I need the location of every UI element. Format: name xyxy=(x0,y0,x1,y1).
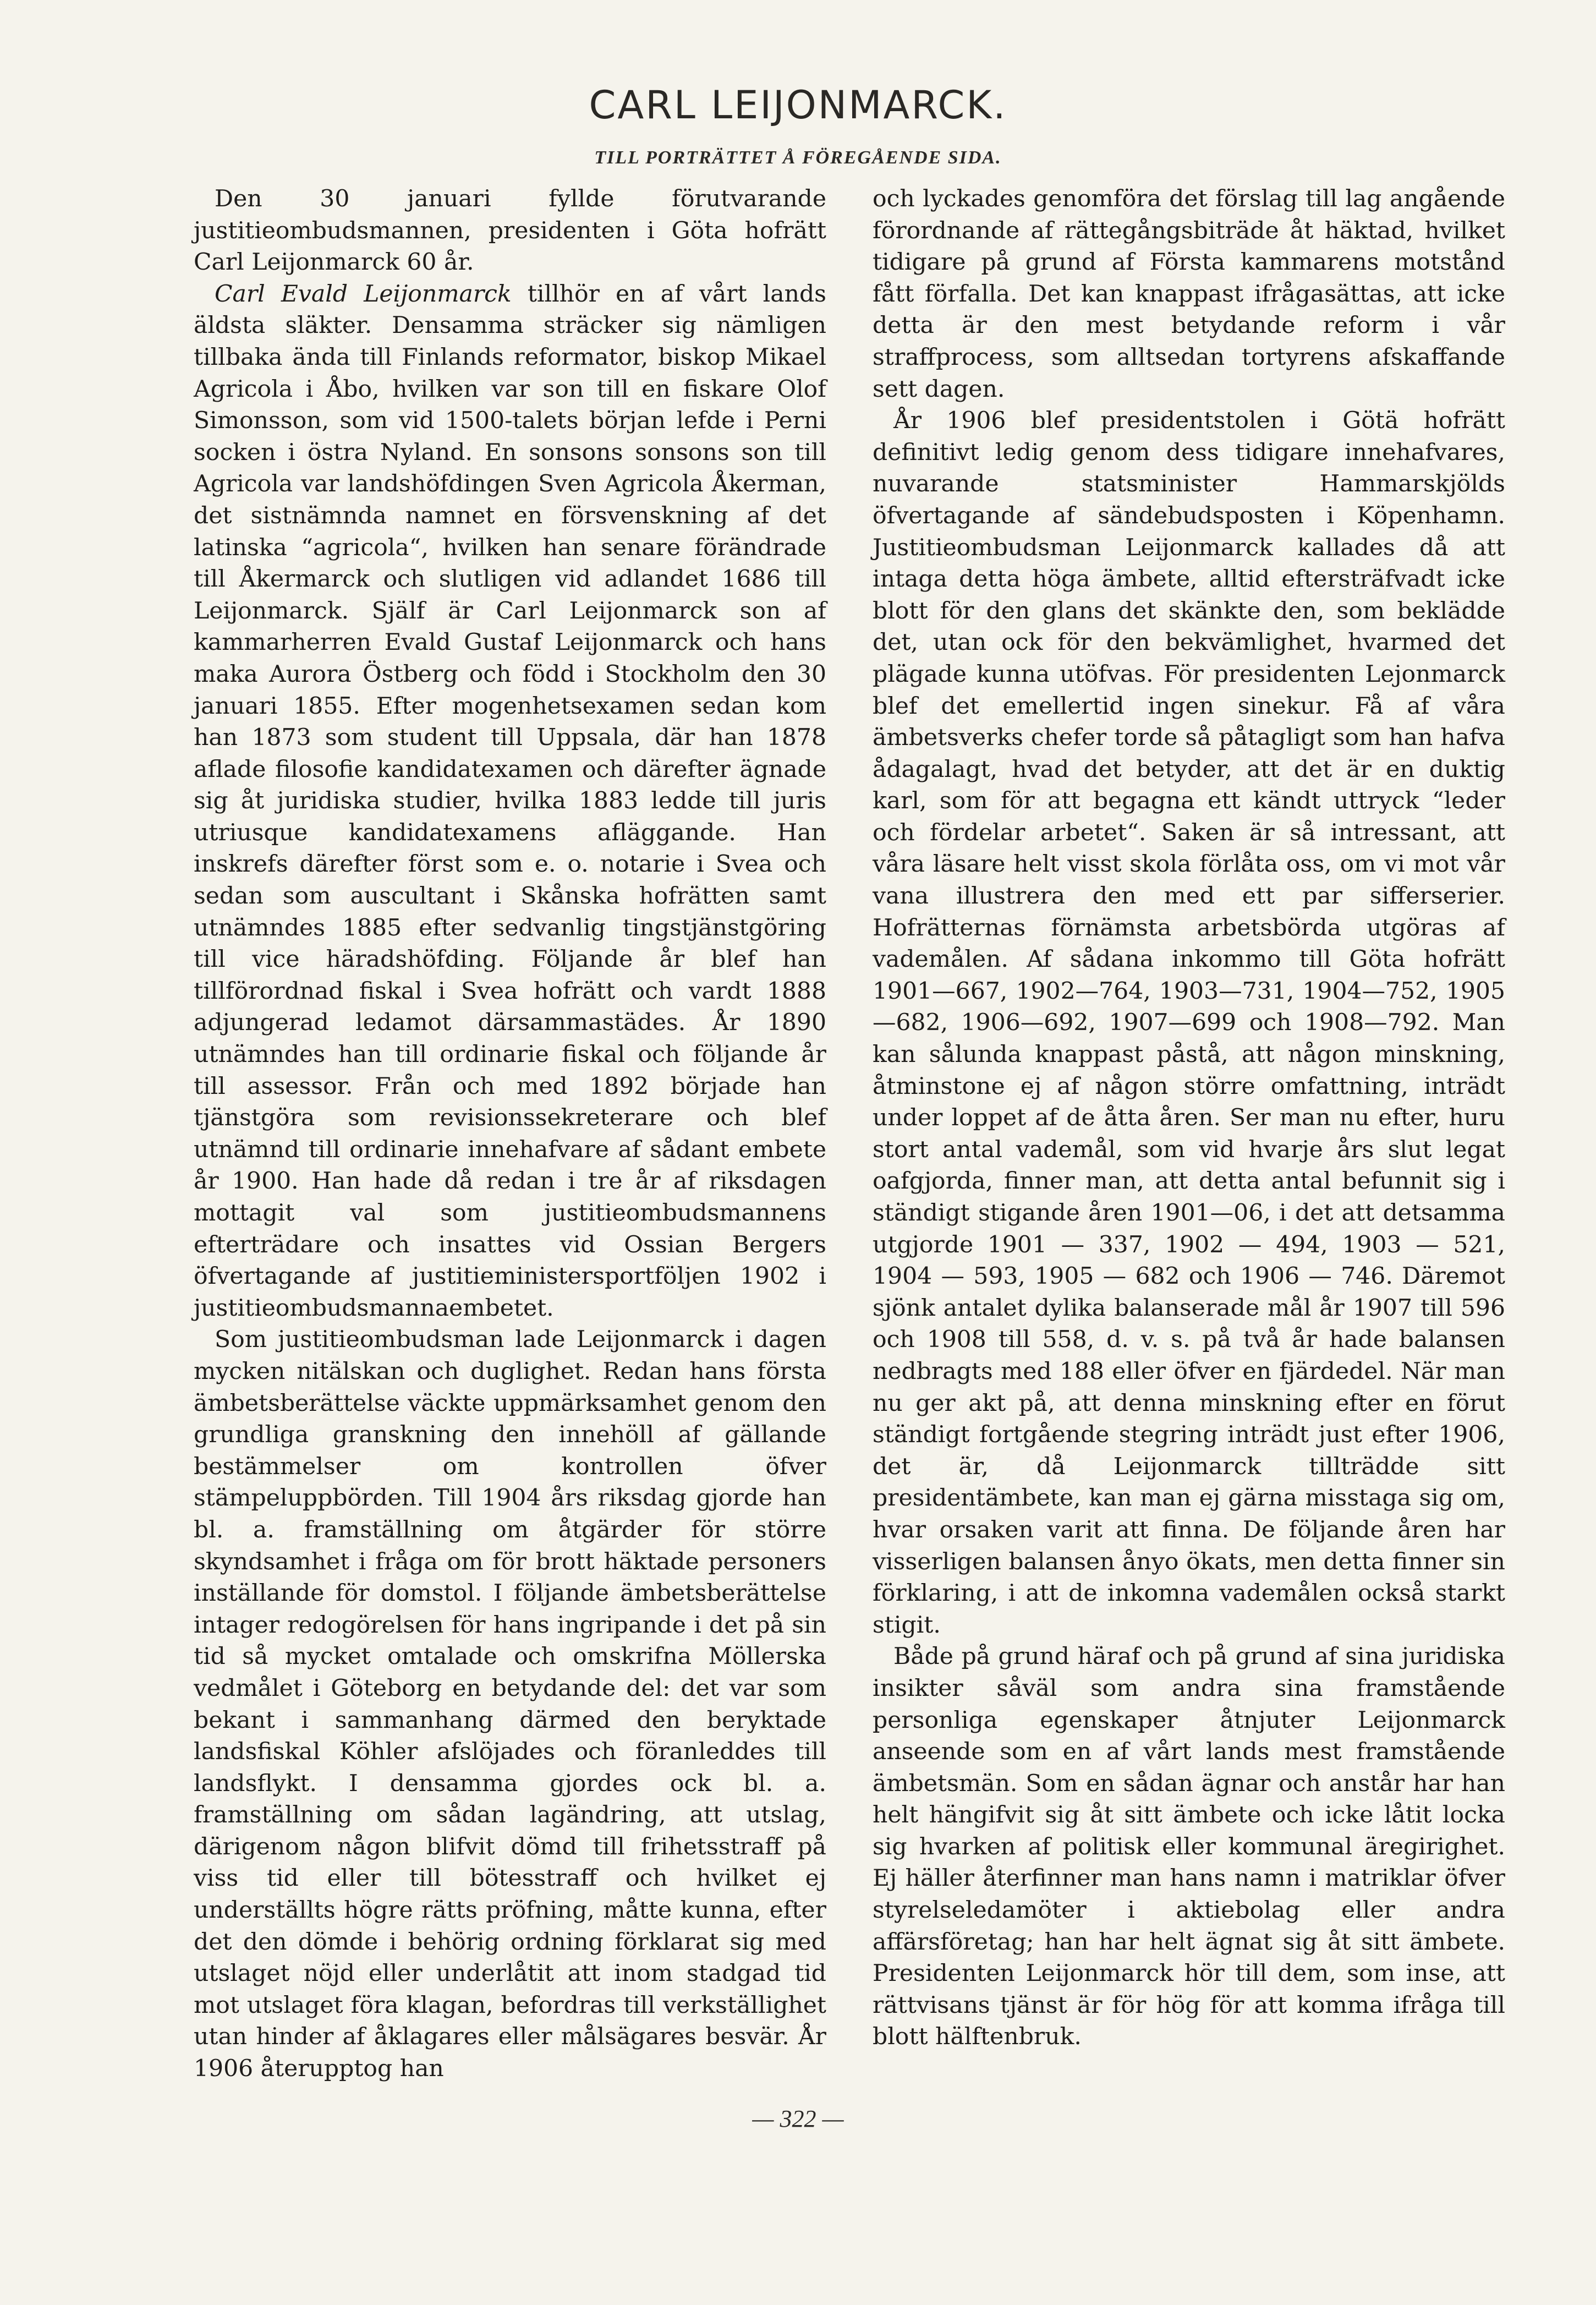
paragraph-intro: Den 30 januari fyllde förutvarande justitieombudsmannen, presidenten i Göta hofrätt Carl Leijonmarck 60 år. xyxy=(194,185,826,276)
paragraph-continuation: och lyckades genomföra det förslag till lag angående förordnande af rättegångsbiträde åt häktad, hvilket tidigare på grund af Första kammarens motstånd fått förfalla. Det kan knappast ifrågasättas, att icke detta är den mest betydande reform i vår straffprocess, som alltsedan tortyrens afskaffande sett dagen. xyxy=(873,185,1505,403)
paragraph-ombudsman: Som justitieombudsman lade Leijonmarck i dagen mycken nitälskan och duglighet. Redan hans första ämbetsberättelse väckte uppmärksamhet genom den grundliga granskning den innehöll af gällande bestämmelser om kontrollen öfver stämpeluppbörden. Till 1904 års riksdag gjorde han bl. a. framställning om åtgärder för större skyndsamhet i fråga om för brott häktade personers inställande för domstol. I följande ämbetsberättelse intager redogörelsen för hans ingripande i det på sin tid så mycket omtalade och omskrifna Möllerska vedmålet i Göteborg en betydande del: det var som bekant i sammanhang därmed den beryktade landsfiskal Köhler afslöjades och föranleddes till landsflykt. I densamma gjordes ock bl. a. framställning om sådan lagändring, att utslag, därigenom någon blifvit dömd till frihetsstraff på viss tid eller till bötesstraff och hvilket ej underställts högre rätts pröfning, måtte kunna, efter det den dömde i behörig ordning förklarat sig med utslaget nöjd eller underlåtit att inom stadgad tid mot utslaget föra klagan, befordras till verkställighet utan hinder af åklagares eller målsägares besvär. År 1906 återupptog han xyxy=(194,1326,826,2083)
paragraph-presidency: År 1906 blef presidentstolen i Götä hofrätt definitivt ledig genom dess tidigare innehafvares, nuvarande statsminister Hammarskjölds öfvertagande af sändebudsposten i Köpenhamn. Justitieombudsman Leijonmarck kallades då att intaga detta höga ämbete, alltid eftersträfvadt icke blott för den glans det skänkte den, som beklädde det, utan ock för den bekvämlighet, hvarmed det plägade kunna utöfvas. För presidenten Lejonmarck blef det emellertid ingen sinekur. Få af våra ämbetsverks chefer torde så påtagligt som han hafva ådagalagt, hvad det betyder, att det är en duktig karl, som för att begagna ett kändt uttryck “leder och fördelar arbetet“. Saken är så intressant, att våra läsare helt visst skola förlåta oss, om vi mot vår vana illustrera den med ett par sifferserier. Hofrätternas förnämsta arbetsbörda utgöras af vademålen. Af sådana inkommo till Göta hofrätt 1901—667, 1902—764, 1903—731, 1904—752, 1905—682, 1906—692, 1907—699 och 1908—792. Man kan sålunda knappast påstå, att någon minskning, åtminstone ej af någon större omfattning, inträdt under loppet af de åtta åren. Ser man nu efter, huru stort antal vademål, som vid hvarje års slut legat oafgjorda, finner man, att detta antal befunnit sig i ständigt stigande åren 1901—06, i det att detsamma utgjorde 1901 — 337, 1902 — 494, 1903 — 521, 1904 — 593, 1905 — 682 och 1906 — 746. Däremot sjönk antalet dylika balanserade mål år 1907 till 596 och 1908 till 558, d. v. s. på två år hade balansen nedbragts med 188 eller öfver en fjärdedel. När man nu ger akt på, att denna minskning efter en förut ständigt fortgående stegring inträdt just efter 1906, det är, då Leijonmarck tillträdde sitt presidentämbete, kan man ej gärna misstaga sig om, hvar orsaken varit att finna. De följande åren har visserligen balansen ånyo ökats, men detta finner sin förklaring, i att de inkomna vademålen också starkt stigit. xyxy=(873,407,1505,1639)
article-subtitle: TILL PORTRÄTTET Å FÖREGÅENDE SIDA. xyxy=(594,147,1002,168)
person-name: Carl Evald Leijonmarck xyxy=(215,280,512,308)
article-title: CARL LEIJONMARCK. xyxy=(589,83,1007,128)
right-column xyxy=(873,183,1505,2109)
left-column xyxy=(194,183,826,2109)
paragraph-genealogy-text: tillhör en af vårt lands äldsta släkter. Densamma sträcker sig nämligen tillbaka ända till Finlands reformator, biskop Mikael Agricola i Åbo, hvilken var son till en fiskare Olof Simonsson, som vid 1500-talets början lefde i Perni socken i östra Nyland. En sonsons sonsons son till Agricola var landshöfdingen Sven Agricola Åkerman, det sistnämnda namnet en försvenskning af det latinska “agricola“, hvilken han senare förändrade till Åkermarck och slutligen vid adlandet 1686 till Leijonmarck. Själf är Carl Leijonmarck son af kammarherren Evald Gustaf Leijonmarck och hans maka Aurora Östberg och född i Stockholm den 30 januari 1855. Efter mogenhetsexamen sedan kom han 1873 som student till Uppsala, där han 1878 aflade filosofie kandidatexamen och därefter ägnade sig åt juridiska studier, hvilka 1883 ledde till juris utriusque kandidatexamens afläggande. Han inskrefs därefter först som e. o. notarie i Svea och sedan som auscultant i Skånska hofrätten samt utnämndes 1885 efter sedvanlig tingstjänstgöring till vice häradshöfding. Följande år blef han tillförordnad fiskal i Svea hofrätt och vardt 1888 adjungerad ledamot därsammastädes. År 1890 utnämndes han till ordinarie fiskal och följande år till assessor. Från och med 1892 började han tjänstgöra som revisionssekreterare och blef utnämnd till ordinarie innehafvare af sådant embete år 1900. Han hade då redan i tre år af riksdagen mottagit val som justitieombudsmannens efterträdare och insattes vid Ossian Bergers öfvertagande af justitieministersportföljen 1902 i justitieombudsmannaembetet. xyxy=(194,280,826,1322)
paragraph-character: Både på grund häraf och på grund af sina juridiska insikter såväl som andra sina framstående personliga egenskaper åtnjuter Leijonmarck anseende som en af vårt lands mest framstående ämbetsmän. Som en sådan ägnar och anstår har han helt hängifvit sig åt sitt ämbete och icke låtit locka sig hvarken af politisk eller kommunal äregirighet. Ej häller återfinner man hans namn i matriklar öfver styrelseledamöter i aktiebolag eller andra affärsföretag; han har helt ägnat sig åt sitt ämbete. Presidenten Leijonmarck hör till dem, som inse, att rättvisans tjänst är för hög för att komma ifråga till blott hälftenbruk. xyxy=(873,1643,1505,2051)
paragraph-genealogy xyxy=(194,278,826,1324)
page-number: — 322 — xyxy=(752,2105,844,2132)
